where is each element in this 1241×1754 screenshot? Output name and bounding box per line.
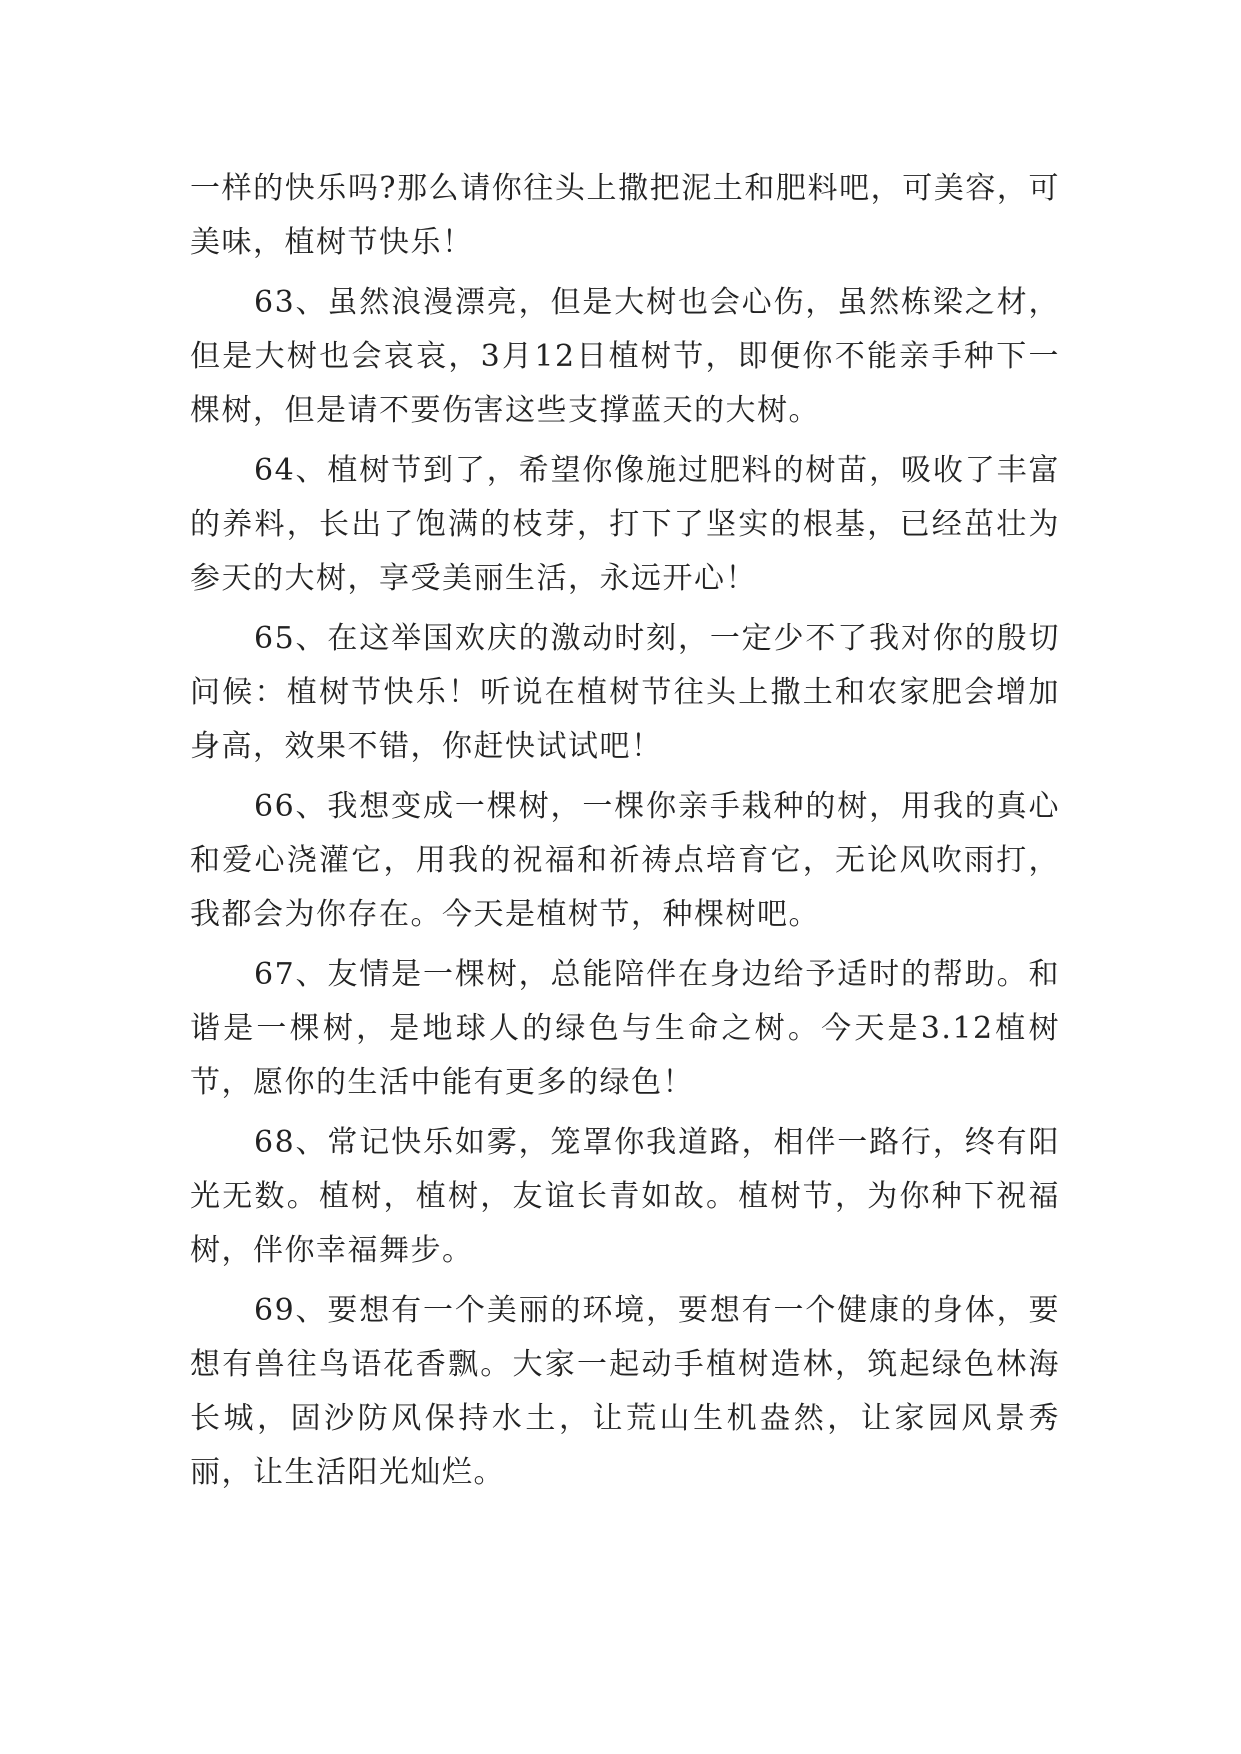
paragraph-68: 68、常记快乐如雾，笼罩你我道路，相伴一路行，终有阳光无数。植树，植树，友谊长青如故。植树节，为你种下祝福树，伴你幸福舞步。 <box>190 1125 1060 1268</box>
paragraph-67: 67、友情是一棵树，总能陪伴在身边给予适时的帮助。和谐是一棵树，是地球人的绿色与生命之树。今天是3.12植树节，愿你的生活中能有更多的绿色！ <box>190 957 1060 1100</box>
paragraph-69: 69、要想有一个美丽的环境，要想有一个健康的身体，要想有兽往鸟语花香飘。大家一起动手植树造林，筑起绿色林海长城，固沙防风保持水土，让荒山生机盎然，让家园风景秀丽，让生活阳光灿烂。 <box>190 1293 1060 1490</box>
paragraph-64: 64、植树节到了，希望你像施过肥料的树苗，吸收了丰富的养料，长出了饱满的枝芽，打下了坚实的根基，已经茁壮为参天的大树，享受美丽生活，永远开心！ <box>190 453 1060 596</box>
paragraph-continuation: 一样的快乐吗?那么请你往头上撒把泥土和肥料吧，可美容，可美味，植树节快乐！ <box>190 171 1060 260</box>
paragraph-65: 65、在这举国欢庆的激动时刻，一定少不了我对你的殷切问候：植树节快乐！听说在植树节往头上撒土和农家肥会增加身高，效果不错，你赶快试试吧！ <box>190 621 1060 764</box>
paragraph-63: 63、虽然浪漫漂亮，但是大树也会心伤，虽然栋梁之材，但是大树也会哀哀，3月12日植树节，即便你不能亲手种下一棵树，但是请不要伤害这些支撑蓝天的大树。 <box>190 285 1060 428</box>
document-body <box>190 162 1060 1506</box>
paragraph-66: 66、我想变成一棵树，一棵你亲手栽种的树，用我的真心和爱心浇灌它，用我的祝福和祈祷点培育它，无论风吹雨打，我都会为你存在。今天是植树节，种棵树吧。 <box>190 789 1060 932</box>
